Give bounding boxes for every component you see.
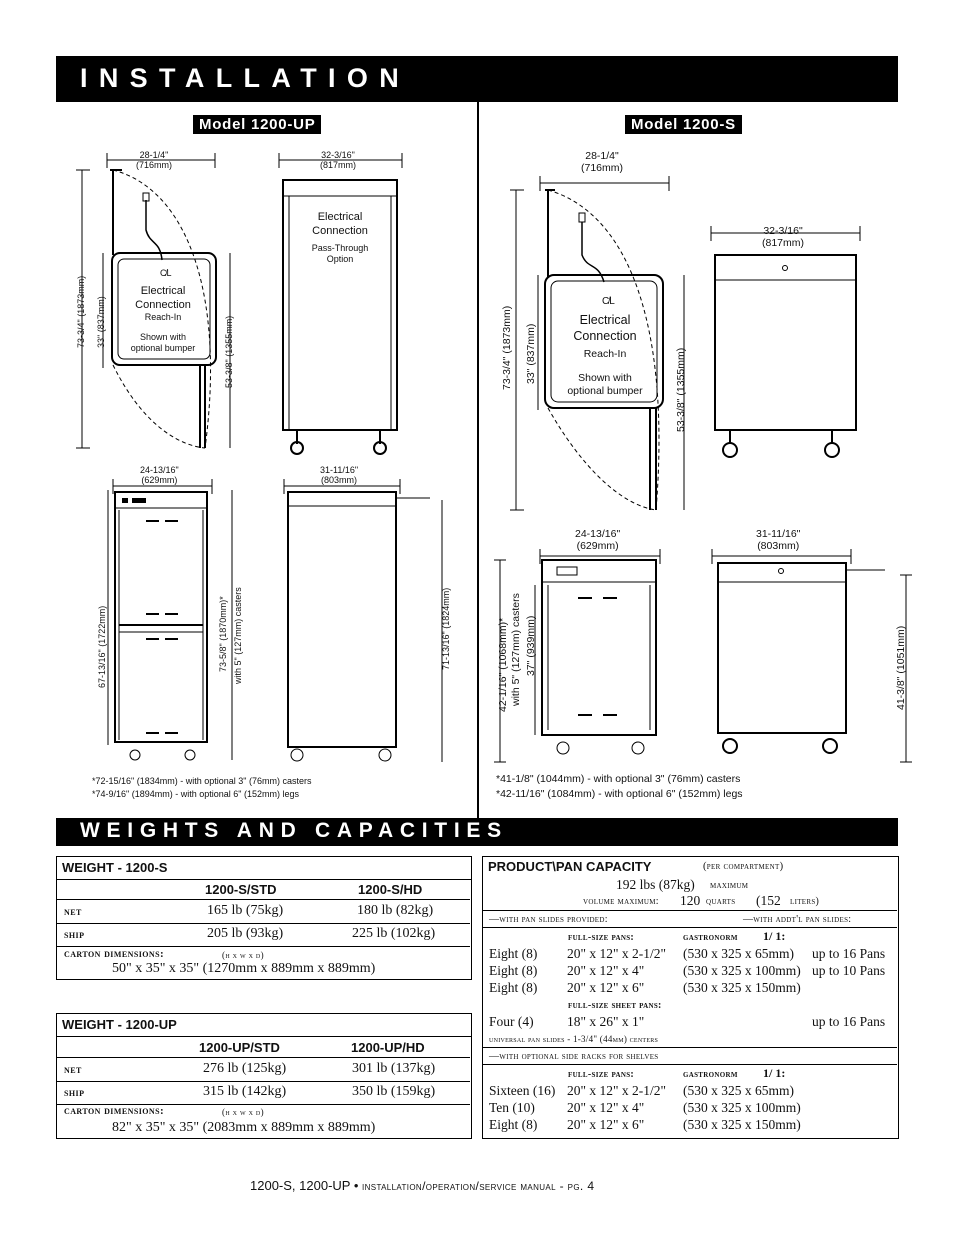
s-side-cl-height-label: 53-3/8" (1355mm) <box>675 347 687 432</box>
weight-s-net-label: net <box>64 906 82 918</box>
s-front-cabinet <box>715 255 856 430</box>
up-front2-caster-height-label: 73-5/8" (1870mm)* <box>218 596 228 672</box>
s-side2-cabinet <box>718 563 846 733</box>
weight-up-net1: 276 lb (125kg) <box>203 1061 287 1076</box>
up-side-width-label <box>136 150 172 171</box>
pan-sec1-right: —with addt'l pan slides: <box>743 914 852 925</box>
s-front2-cabinet <box>542 560 656 735</box>
pan-sub-gastro-val: 1/ 1: <box>763 929 786 943</box>
weight-s-rule-2 <box>57 923 470 924</box>
up-side2-cabinet <box>288 492 396 747</box>
pan-rack-row1-qty: Sixteen (16) <box>489 1083 556 1098</box>
up-side-bumper-label: Shown with optional bumper <box>130 332 196 354</box>
pan-rack-row3-qty: Eight (8) <box>489 1117 538 1132</box>
up-side2-width-label: 31-11/16" (803mm) <box>320 465 359 486</box>
footer-bullet: • <box>353 1178 359 1193</box>
weight-up-carton-hwd: (h x w x d) <box>222 1107 264 1117</box>
pan-max-value: 192 lbs (87kg) <box>616 877 695 892</box>
pan-rack-row2-qty: Ten (10) <box>489 1100 535 1115</box>
pan-rack-row2-metric: (530 x 325 x 100mm) <box>683 1100 801 1115</box>
weight-s-col1: 1200-S/STD <box>205 882 277 897</box>
s-side-width-label: 28-1/4" (716mm) <box>581 150 624 175</box>
up-note-1: *72-15/16" (1834mm) - with optional 3" (76mm) casters <box>92 776 312 786</box>
weight-up-col2: 1200-UP/HD <box>351 1040 425 1055</box>
weight-up-header: WEIGHT - 1200-UP <box>57 1014 471 1037</box>
weight-s-ship2: 225 lb (102kg) <box>352 926 436 941</box>
pan-vol-quarts: quarts <box>706 896 736 907</box>
footer-models: 1200-S, 1200-UP <box>250 1178 351 1193</box>
weight-s-carton-label: carton dimensions: <box>64 948 165 960</box>
up-front-elec-label: Electrical Connection <box>312 211 368 237</box>
up-notes <box>92 775 311 801</box>
pan-row3-size: 20" x 12" x 6" <box>567 980 645 995</box>
weight-up-carton-label: carton dimensions: <box>64 1105 165 1117</box>
s-side-door-height-label: 33" (837mm) <box>525 323 537 384</box>
s-note-1: *41-1/8" (1044mm) - with optional 3" (76mm) casters <box>496 773 741 785</box>
weight-up-rule-1 <box>57 1057 470 1058</box>
weight-up-rule-2 <box>57 1081 470 1082</box>
pan-vol-value: 120 <box>680 893 701 908</box>
pan-sec2: —with optional side racks for shelves <box>489 1051 659 1062</box>
up-front-width-label: 32-3/16" (817mm) <box>320 150 357 171</box>
pan-row2-qty: Eight (8) <box>489 963 538 978</box>
pan-rule-2 <box>483 927 897 928</box>
pan-rack-row3-size: 20" x 12" x 6" <box>567 1117 645 1132</box>
up-side-elec-label: Electrical Connection <box>135 285 191 311</box>
weight-s-ship-label: ship <box>64 929 85 941</box>
pan-rack-row1-metric: (530 x 325 x 65mm) <box>683 1083 794 1098</box>
s-front2-height-label: 42-1/16" (1068mm)* <box>497 617 509 712</box>
s-front2-width-label: 24-13/16" (629mm) <box>575 528 621 553</box>
s-side-bumper-label: Shown with optional bumper <box>567 372 643 398</box>
weight-up-net2: 301 lb (137kg) <box>352 1061 436 1076</box>
s-front2-door-height-label: 37" (939mm) <box>525 615 537 676</box>
up-side-reach-label: Reach-In <box>144 312 182 322</box>
weight-up-carton: 82" x 35" x 35" (2083mm x 889mm x 889mm) <box>112 1120 376 1135</box>
pan-rack-row3-metric: (530 x 325 x 150mm) <box>683 1117 801 1132</box>
up-front2-cabinet <box>115 492 207 742</box>
pan-header: PRODUCT\PAN CAPACITY <box>488 859 652 874</box>
s-note-2: *42-11/16" (1084mm) - with optional 6" (152mm) legs <box>496 787 743 800</box>
s-side-cl-mark: C̸L <box>602 296 615 307</box>
pan-sub-gastro-2: gastronorm <box>683 1069 738 1080</box>
pan-rule-3 <box>483 1047 897 1048</box>
weight-up-ship2: 350 lb (159kg) <box>352 1084 436 1099</box>
up-side-width-text: 28-1/4" (716mm) <box>136 150 173 171</box>
pan-row3-metric: (530 x 325 x 150mm) <box>683 980 801 995</box>
up-front2-width-label: 24-13/16" (629mm) <box>140 465 179 486</box>
installation-title: INSTALLATION <box>80 63 411 93</box>
s-side-height-label: 73-3/4" (1873mm) <box>501 305 513 390</box>
weight-s-carton: 50" x 35" x 35" (1270mm x 889mm x 889mm) <box>112 961 376 976</box>
up-note-2: *74-9/16" (1894mm) - with optional 6" (152mm) legs <box>92 789 299 800</box>
weight-s-rule-3 <box>57 946 470 947</box>
weight-s-col2: 1200-S/HD <box>358 882 423 897</box>
s-front-width-label: 32-3/16" (817mm) <box>762 225 805 250</box>
pan-row2-metric: (530 x 325 x 100mm) <box>683 963 801 978</box>
up-front-pass-label: Pass-Through Option <box>311 243 369 265</box>
pan-row1-size: 20" x 12" x 2-1/2" <box>567 946 667 961</box>
up-side-door-height-label: 33" (837mm) <box>96 296 106 348</box>
pan-sheet-max: up to 16 Pans <box>812 1014 886 1029</box>
pan-sheet-qty: Four (4) <box>489 1014 534 1029</box>
pan-sub-fullsize: full-size pans: <box>568 932 635 943</box>
pan-row2-size: 20" x 12" x 4" <box>567 963 645 978</box>
footer-manual: installation/operation/service manual - pg. 4 <box>362 1179 595 1193</box>
pan-vol-liters: (152 <box>756 893 781 908</box>
up-side2-height-label: 71-13/16" (1824mm) <box>441 587 451 670</box>
up-front2-height-label: 67-13/16" (1722mm) <box>97 605 107 688</box>
s-front2-caster-note: with 5" (127mm) casters <box>510 593 522 706</box>
weight-up-ship1: 315 lb (142kg) <box>203 1084 287 1099</box>
pan-row1-max: up to 16 Pans <box>812 946 886 961</box>
weight-s-net1: 165 lb (75kg) <box>207 903 284 918</box>
s-side2-height-label: 41-3/8" (1051mm) <box>895 625 907 710</box>
pan-vol-label: volume maximum: <box>583 896 659 907</box>
pan-sub-sheet: full-size sheet pans: <box>568 1000 662 1011</box>
s-notes <box>496 772 743 801</box>
pan-rack-row2-size: 20" x 12" x 4" <box>567 1100 645 1115</box>
pan-rack-row1-size: 20" x 12" x 2-1/2" <box>567 1083 667 1098</box>
pan-max-label: maximum <box>710 880 749 891</box>
pan-row1-metric: (530 x 325 x 65mm) <box>683 946 794 961</box>
up-side-height-label: 73-3/4" (1873mm) <box>76 275 86 348</box>
weight-s-carton-hwd: (h x w x d) <box>222 950 264 960</box>
pan-sub-gastro: gastronorm <box>683 932 738 943</box>
s-side-elec-label: Electrical Connection <box>573 313 637 343</box>
pan-vol-liters-unit: liters) <box>790 896 820 907</box>
weights-title: WEIGHTS AND CAPACITIES <box>80 819 508 842</box>
pan-sheet-size: 18" x 26" x 1" <box>567 1014 645 1029</box>
s-side2-width-label: 31-11/16" (803mm) <box>756 528 801 553</box>
s-side-reach-label: Reach-In <box>583 348 627 360</box>
pan-header-sub: (per compartment) <box>703 861 784 872</box>
pan-universal: universal pan slides - 1-3/4" (44mm) centers <box>489 1034 659 1044</box>
pan-row1-qty: Eight (8) <box>489 946 538 961</box>
pan-rule-1 <box>483 910 897 911</box>
pan-sub-fullsize-2: full-size pans: <box>568 1069 635 1080</box>
weight-s-net2: 180 lb (82kg) <box>357 903 434 918</box>
page-footer <box>250 1178 594 1193</box>
model-up-tag: Model 1200-UP <box>193 115 321 134</box>
model-s-tag: Model 1200-S <box>625 115 742 134</box>
up-side-cl-height-label: 53-3/8" (1355mm) <box>224 315 234 388</box>
pan-row2-max: up to 10 Pans <box>812 963 886 978</box>
up-side-cl-mark: C̸L <box>160 268 172 278</box>
up-front2-caster-note: with 5" (127mm) casters <box>233 587 243 684</box>
weight-up-ship-label: ship <box>64 1087 85 1099</box>
weight-up-net-label: net <box>64 1064 82 1076</box>
pan-rule-4 <box>483 1064 897 1065</box>
weight-s-ship1: 205 lb (93kg) <box>207 926 284 941</box>
pan-sec1-left: —with pan slides provided: <box>489 914 608 925</box>
weight-up-col1: 1200-UP/STD <box>199 1040 280 1055</box>
weight-s-header: WEIGHT - 1200-S <box>57 857 471 880</box>
weights-banner <box>56 818 898 846</box>
pan-row3-qty: Eight (8) <box>489 980 538 995</box>
weight-s-rule-1 <box>57 899 470 900</box>
pan-sub-gastro-val-2: 1/ 1: <box>763 1066 786 1080</box>
